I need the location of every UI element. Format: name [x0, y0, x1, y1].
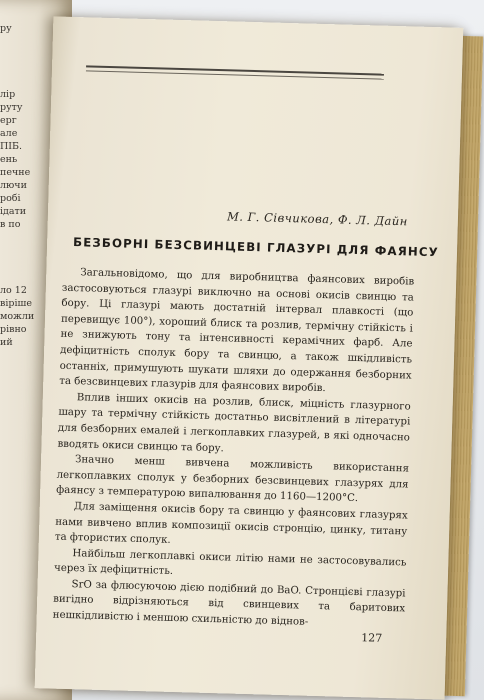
left-page-text: [0, 22, 60, 35]
text-fragment: в по: [0, 219, 21, 230]
text-fragment: лір: [0, 89, 16, 100]
text-fragment: рівно: [0, 324, 27, 335]
text-fragment: ру: [0, 23, 12, 34]
article-title: БЕЗБОРНІ БЕЗСВИНЦЕВІ ГЛАЗУРІ ДЛЯ ФАЯНСУ: [72, 235, 440, 260]
text-fragment: руту: [0, 102, 23, 113]
article-body: [53, 265, 415, 633]
text-fragment: робі: [0, 193, 21, 204]
text-fragment: ерг: [0, 115, 17, 126]
page-number: 127: [361, 631, 383, 645]
text-fragment: віріше: [0, 298, 32, 309]
paragraph: SrO за флюсуючою дією подібний до BaO. Стронцієві глазурі вигідно відрізняються від свинцевих та баритових нешкідливістю і меншою схильністю до віднов-: [52, 579, 406, 628]
book-page: [35, 16, 464, 699]
paragraph: Загальновідомо, що для виробництва фаянсових виробів застосовуються глазурі виключно на основі окисів свинцю та бору. Ці глазурі мають достатній інтервал плавкості (що перевищує 100°), хороший блиск та розлив, термічну стійкість і не знижують тону та інтенсивності керамічних фарб. Але дефіцитність сполук бору та свинцю, а також шкідливість останніх, примушують шукати шляхи до одержання безборних та безсвинцевих глазурів для фаянсових виробів.: [59, 267, 415, 395]
text-fragment: ідати: [0, 206, 27, 217]
text-fragment: але: [0, 128, 18, 139]
paragraph: Найбільш легкоплавкі окиси літію нами не застосовувались через їх дефіцитність.: [53, 547, 407, 578]
paragraph: Для заміщення окисів бору та свинцю у фаянсових глазурях нами вивчено вплив композиції окисів стронцію, цинку, титану та фтористих сполук.: [54, 501, 408, 546]
text-fragment: печне: [0, 167, 31, 178]
article-authors: М. Г. Сівчикова, Ф. Л. Дайн: [226, 209, 409, 229]
text-fragment: ПІБ.: [0, 141, 23, 152]
text-fragment: можли: [0, 311, 35, 322]
text-fragment: ень: [0, 154, 18, 165]
text-fragment: ий: [0, 337, 13, 348]
text-fragment: лючи: [0, 180, 27, 191]
text-fragment: ло 12: [0, 285, 27, 296]
paragraph: Вплив інших окисів на розлив, блиск, міцність глазурного шару та термічну стійкість достатньо висвітлений в літературі для безборних емалей і легкоплавких глазурей, в які одночасно вводять окиси свинцю та бору.: [57, 391, 411, 454]
paragraph: Значно менш вивчена можливість використання легкоплавких сполук у безборних безсвинцевих глазурях для фаянсу з температурою випалювання до 1160—1200°С.: [56, 454, 410, 505]
